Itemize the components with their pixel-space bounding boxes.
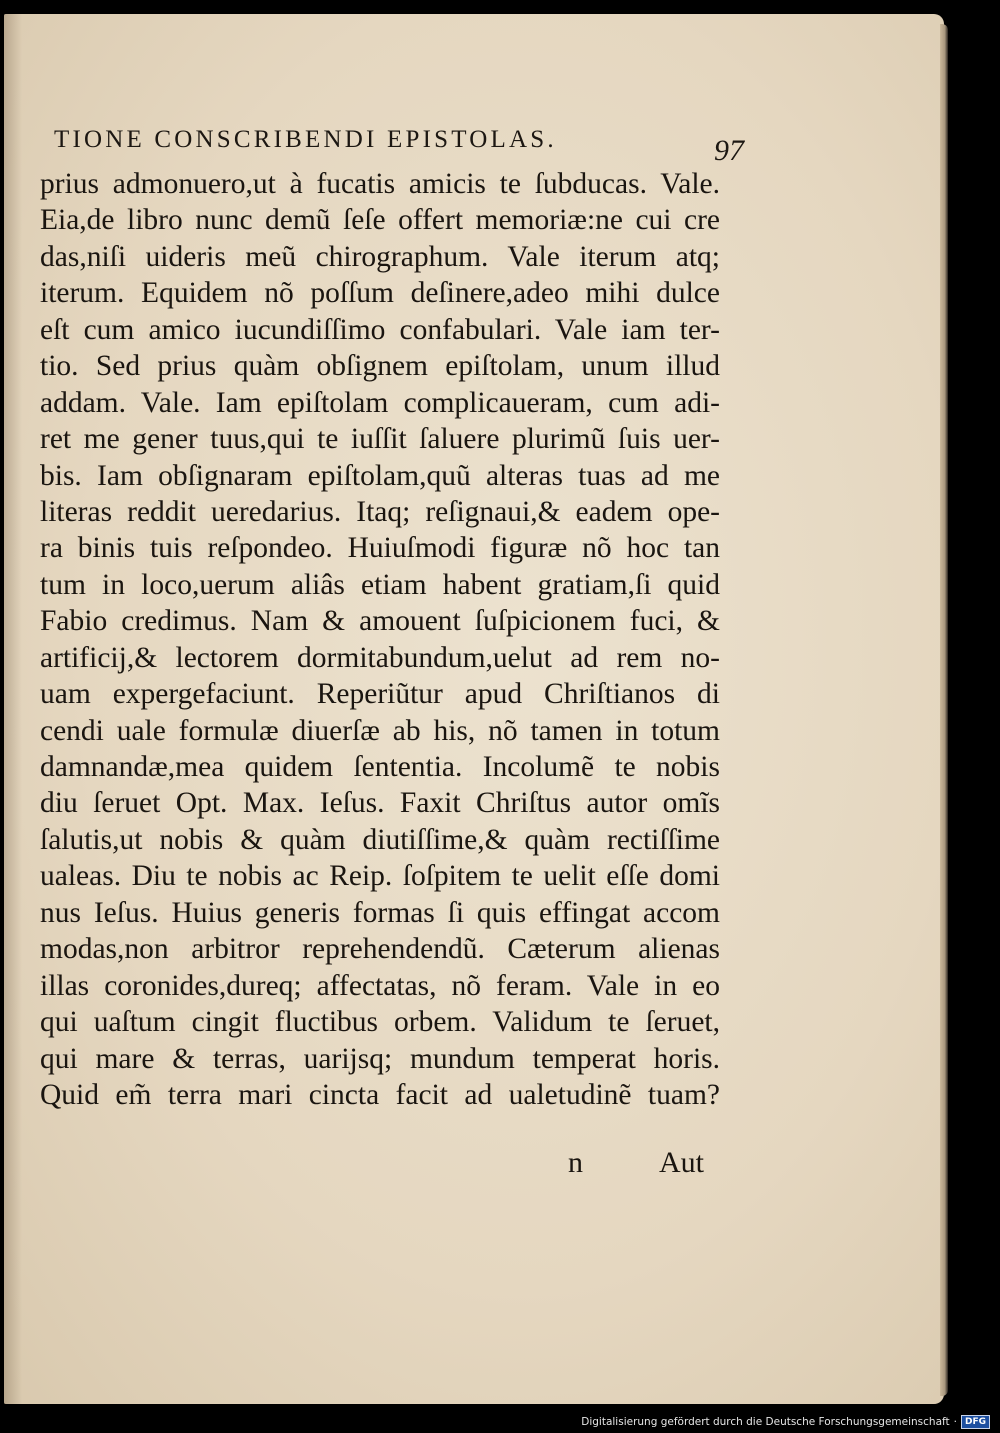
running-title: TIONE CONSCRIBENDI EPISTOLAS. xyxy=(54,126,557,153)
catchword: Aut xyxy=(659,1146,704,1179)
book-page xyxy=(4,14,944,1404)
credit-text: Digitalisierung gefördert durch die Deutsche Forschungsgemeinschaft xyxy=(581,1416,950,1428)
text-line: ra binis tuis reſpondeo. Huiuſmodi figuræ nõ hoc tan xyxy=(40,532,720,565)
text-line: Fabio credimus. Nam & amouent ſuſpicionem fuci, & xyxy=(40,605,720,638)
text-line: prius admonuero,ut à fucatis amicis te ſubducas. Vale. xyxy=(40,168,720,200)
text-line: artificij,& lectorem dormitabundum,uelut ad rem no- xyxy=(40,641,720,674)
digitization-credit xyxy=(581,1414,990,1430)
running-head xyxy=(54,122,744,167)
text-line: ualeas. Diu te nobis ac Reip. ſoſpitem te uelit eſſe domi xyxy=(40,860,720,893)
text-line: diu ſeruet Opt. Max. Ieſus. Faxit Chriſtus autor omĩs xyxy=(40,787,720,820)
text-line: modas,non arbitror reprehendendũ. Cæterum alienas xyxy=(40,933,720,966)
page-number: 97 xyxy=(714,134,744,167)
dfg-logo-icon: DFG xyxy=(961,1415,990,1429)
text-line: damnandæ,mea quidem ſententia. Incolumẽ te nobis xyxy=(40,751,720,783)
text-line: bis. Iam obſignaram epiſtolam,quũ alteras tuas ad me xyxy=(40,459,720,492)
text-line: iterum. Equidem nõ poſſum deſinere,adeo mihi dulce xyxy=(40,277,720,310)
page-edge xyxy=(940,24,948,1396)
text-line: Quid em̃ terra mari cincta facit ad ualetudinẽ tuam? xyxy=(40,1078,720,1111)
catchword-line xyxy=(568,1146,704,1186)
text-line: eſt cum amico iucundiſſimo confabulari. Vale iam ter- xyxy=(40,313,720,346)
text-line: literas reddit ueredarius. Itaq; reſignaui,& eadem ope- xyxy=(40,495,720,528)
text-line: cendi uale formulæ diuerſæ ab his, nõ tamen in totum xyxy=(40,714,720,747)
text-line: das,niſi uideris meũ chirographum. Vale iterum atq; xyxy=(40,240,720,273)
text-line: nus Ieſus. Huius generis formas ſi quis effingat accom xyxy=(40,896,720,929)
text-line: tum in loco,uerum aliâs etiam habent gratiam,ſi quid xyxy=(40,568,720,601)
text-line: illas coronides,dureq; affectatas, nõ feram. Vale in eo xyxy=(40,969,720,1002)
credit-separator: · xyxy=(953,1416,957,1428)
text-line: ret me gener tuus,qui te iuſſit ſaluere plurimũ ſuis uer- xyxy=(40,423,720,456)
text-line: Eia,de libro nunc demũ ſeſe offert memoriæ:ne cui cre xyxy=(40,204,720,237)
text-line: qui uaſtum cingit fluctibus orbem. Validum te ſeruet, xyxy=(40,1006,720,1039)
text-line: uam expergefaciunt. Reperiũtur apud Chriſtianos di xyxy=(40,678,720,711)
text-line: tio. Sed prius quàm obſignem epiſtolam, unum illud xyxy=(40,350,720,383)
body-text xyxy=(40,166,720,1113)
signature-mark: n xyxy=(568,1146,583,1179)
text-line: addam. Vale. Iam epiſtolam complicaueram, cum adi- xyxy=(40,386,720,419)
text-line: qui mare & terras, uarijsq; mundum temperat horis. xyxy=(40,1042,720,1075)
gutter-shadow xyxy=(4,14,22,1404)
text-line: ſalutis,ut nobis & quàm diutiſſime,& quàm rectiſſime xyxy=(40,823,720,856)
